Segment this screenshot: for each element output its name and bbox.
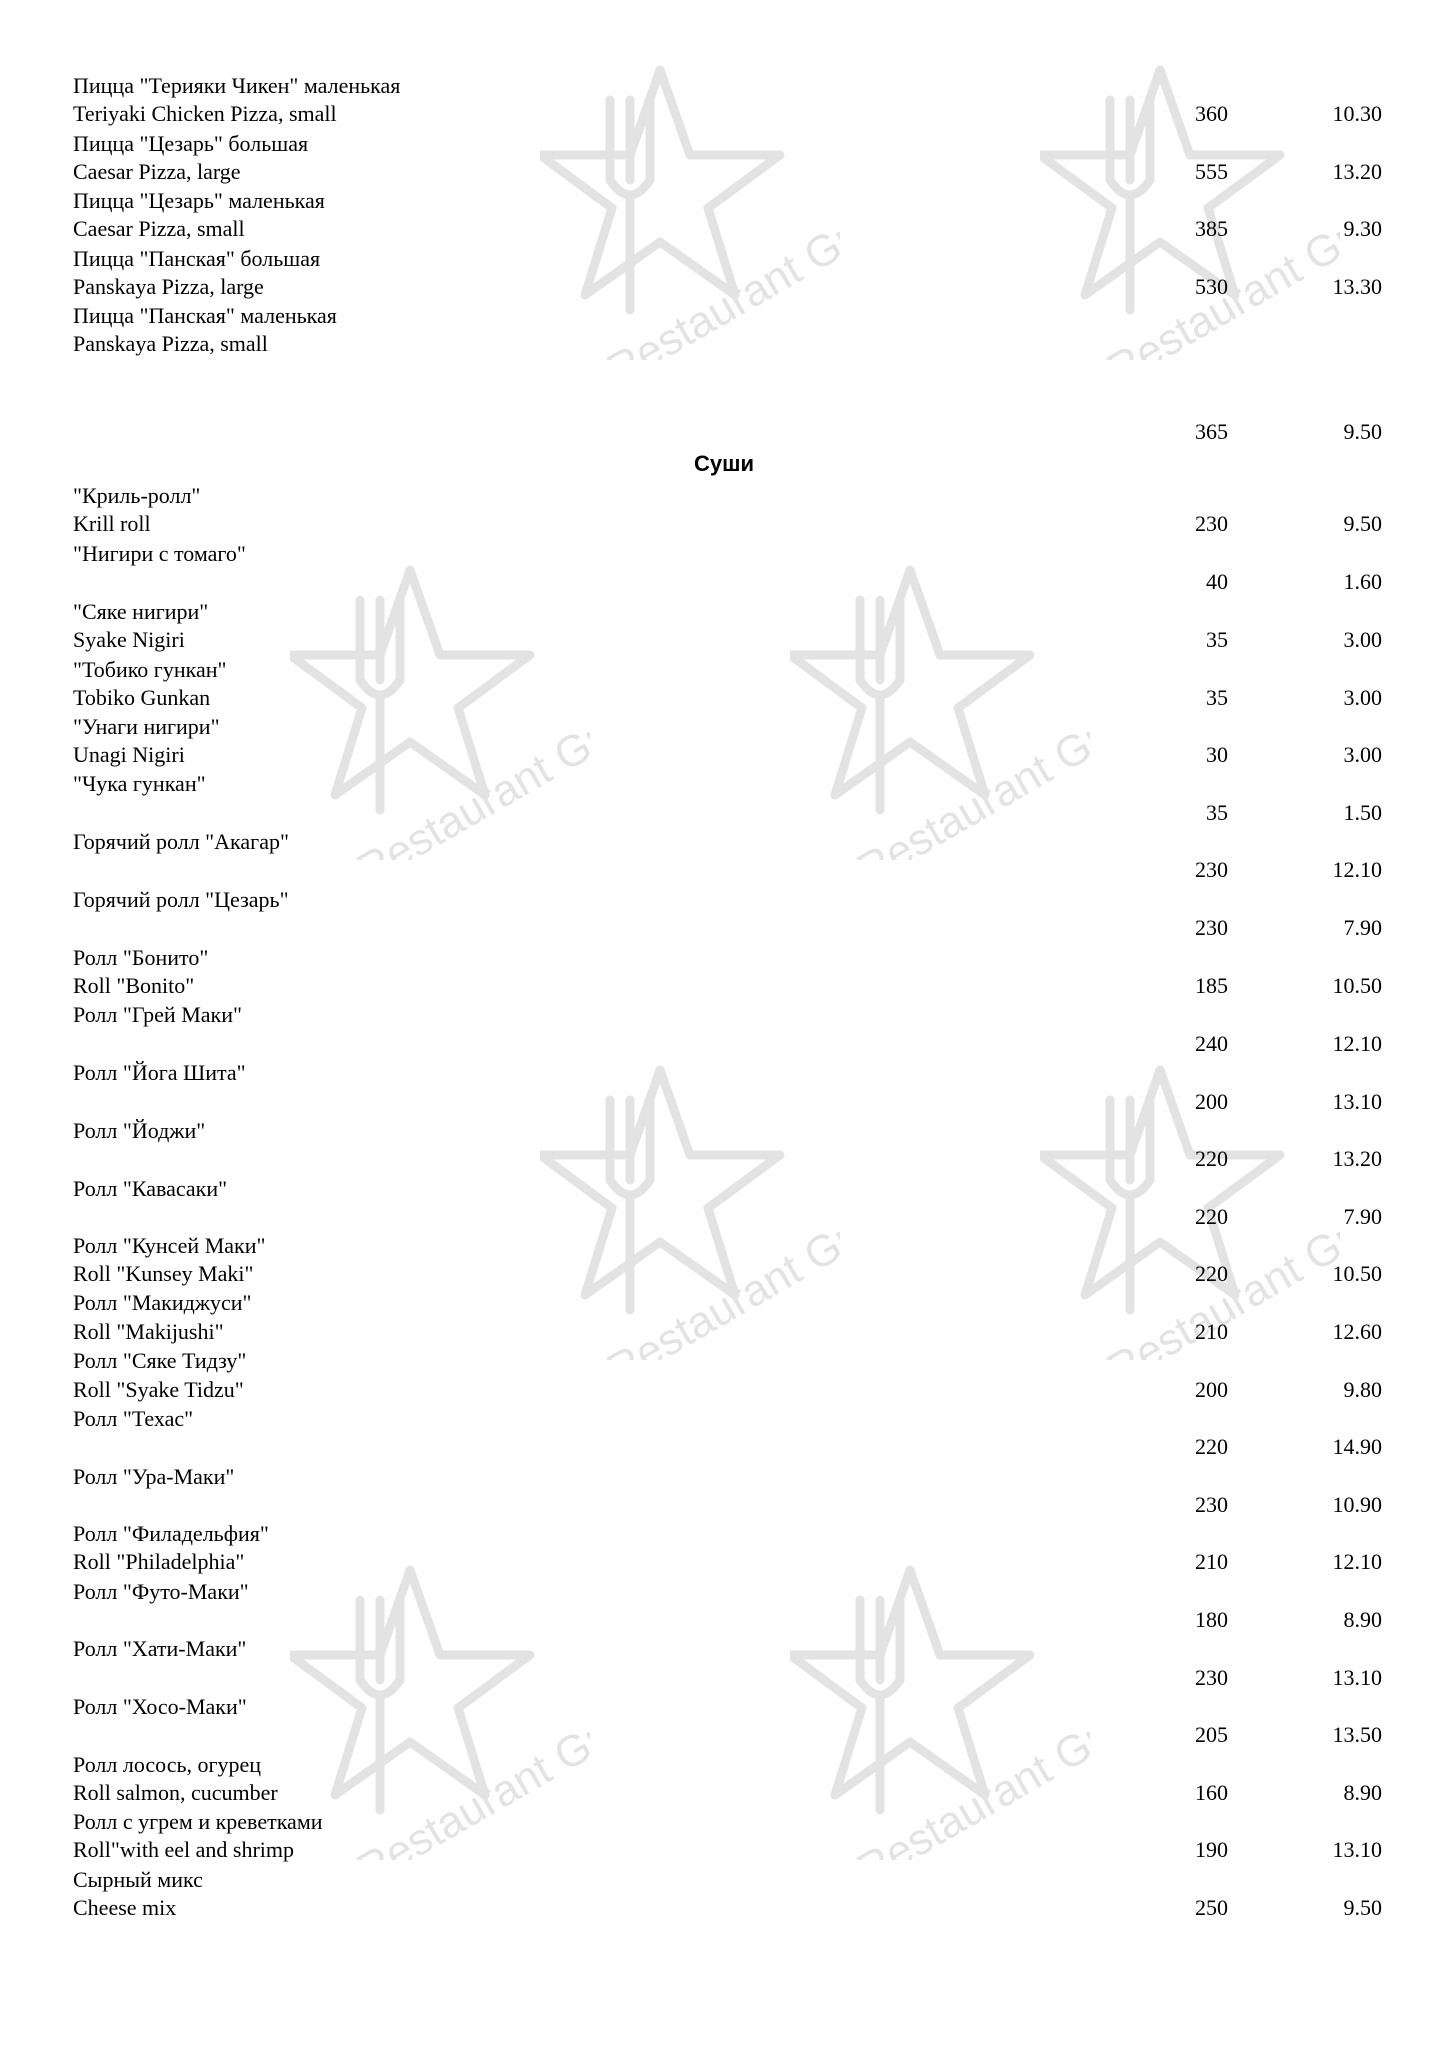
item-weight: 250	[1195, 1895, 1228, 1920]
item-name-ru: Пицца "Панская" маленькая	[73, 303, 337, 328]
item-price: 7.90	[1343, 1204, 1382, 1229]
item-weight: 35	[1206, 627, 1228, 652]
item-name-ru: "Чука гункан"	[73, 771, 206, 796]
watermark-text: Restaurant Guru	[598, 189, 840, 360]
item-name-ru: Пицца "Терияки Чикен" маленькая	[73, 73, 401, 98]
item-name-ru: Ролл "Макиджуси"	[73, 1290, 252, 1315]
watermark-text: Restaurant Guru	[348, 689, 590, 860]
item-price: 1.60	[1343, 569, 1382, 594]
item-price: 3.00	[1343, 627, 1382, 652]
item-price: 7.90	[1343, 915, 1382, 940]
item-name-en: Roll "Makijushi"	[73, 1319, 224, 1344]
item-weight: 220	[1195, 1146, 1228, 1171]
item-weight: 190	[1195, 1837, 1228, 1862]
item-name-ru: Ролл "Йога Шита"	[73, 1060, 246, 1085]
item-weight: 385	[1195, 216, 1228, 241]
item-price: 13.10	[1332, 1089, 1382, 1114]
item-name-ru: "Сяке нигири"	[73, 599, 209, 624]
item-weight: 210	[1195, 1549, 1228, 1574]
item-name-en: Roll "Philadelphia"	[73, 1549, 245, 1574]
item-name-en: Krill roll	[73, 511, 151, 536]
item-name-ru: Ролл "Бонито"	[73, 945, 209, 970]
item-name-ru: "Унаги нигири"	[73, 714, 220, 739]
item-price: 10.90	[1332, 1492, 1382, 1517]
watermark-text: Restaurant Guru	[348, 1689, 590, 1860]
item-weight: 240	[1195, 1031, 1228, 1056]
item-name-ru: Пицца "Цезарь" большая	[73, 131, 309, 156]
item-weight: 365	[1195, 419, 1228, 444]
item-name-ru: Ролл "Йоджи"	[73, 1118, 206, 1143]
item-price: 12.10	[1332, 1549, 1382, 1574]
item-price: 12.60	[1332, 1319, 1382, 1344]
item-name-ru: Ролл с угрем и креветками	[73, 1809, 323, 1834]
item-name-ru: Горячий ролл "Цезарь"	[73, 887, 289, 912]
item-name-en: Caesar Pizza, small	[73, 216, 245, 241]
item-weight: 230	[1195, 915, 1228, 940]
item-name-ru: Сырный микс	[73, 1867, 203, 1892]
item-name-en: Syake Nigiri	[73, 627, 185, 652]
item-price: 1.50	[1343, 800, 1382, 825]
item-name-ru: "Криль-ролл"	[73, 483, 201, 508]
item-name-ru: Ролл "Футо-Маки"	[73, 1579, 249, 1604]
item-name-en: Roll "Kunsey Maki"	[73, 1261, 254, 1286]
item-price: 9.50	[1343, 511, 1382, 536]
item-price: 13.10	[1332, 1837, 1382, 1862]
item-name-en: Tobiko Gunkan	[73, 685, 211, 710]
watermark-text: Restaurant Guru	[848, 689, 1090, 860]
item-weight: 35	[1206, 685, 1228, 710]
item-name-en: Roll salmon, cucumber	[73, 1780, 278, 1805]
item-name-en: Panskaya Pizza, large	[73, 274, 264, 299]
item-name-ru: Ролл "Хосо-Маки"	[73, 1694, 247, 1719]
item-price: 9.50	[1343, 419, 1382, 444]
item-name-ru: Ролл "Ура-Маки"	[73, 1464, 235, 1489]
item-weight: 555	[1195, 159, 1228, 184]
item-price: 10.30	[1332, 101, 1382, 126]
item-price: 8.90	[1343, 1780, 1382, 1805]
item-name-en: Roll"with eel and shrimp	[73, 1837, 295, 1862]
item-weight: 200	[1195, 1377, 1228, 1402]
item-price: 13.50	[1332, 1722, 1382, 1747]
item-name-ru: Ролл лосось, огурец	[73, 1752, 262, 1777]
item-price: 12.10	[1332, 1031, 1382, 1056]
item-price: 13.10	[1332, 1665, 1382, 1690]
item-price: 9.80	[1343, 1377, 1382, 1402]
item-weight: 180	[1195, 1607, 1228, 1632]
watermark-text: Restaurant Guru	[1098, 189, 1340, 360]
item-name-en: Teriyaki Chicken Pizza, small	[73, 101, 337, 126]
item-weight: 220	[1195, 1261, 1228, 1286]
item-name-ru: Горячий ролл "Акагар"	[73, 829, 289, 854]
section-title: Суши	[694, 451, 754, 476]
item-name-ru: Ролл "Грей Маки"	[73, 1002, 242, 1027]
item-weight: 360	[1195, 101, 1228, 126]
item-weight: 230	[1195, 511, 1228, 536]
item-price: 10.50	[1332, 973, 1382, 998]
item-name-ru: Ролл "Кунсей Маки"	[73, 1233, 266, 1258]
item-weight: 40	[1206, 569, 1228, 594]
item-price: 10.50	[1332, 1261, 1382, 1286]
item-name-ru: Ролл "Филадельфия"	[73, 1521, 269, 1546]
item-name-ru: Ролл "Кавасаки"	[73, 1176, 228, 1201]
item-price: 3.00	[1343, 685, 1382, 710]
item-name-en: Unagi Nigiri	[73, 742, 185, 767]
item-name-en: Roll "Syake Tidzu"	[73, 1377, 244, 1402]
item-weight: 530	[1195, 274, 1228, 299]
item-name-en: Cheese mix	[73, 1895, 177, 1920]
item-price: 9.50	[1343, 1895, 1382, 1920]
item-price: 13.20	[1332, 159, 1382, 184]
item-name-en: Panskaya Pizza, small	[73, 331, 268, 356]
item-price: 3.00	[1343, 742, 1382, 767]
item-weight: 205	[1195, 1722, 1228, 1747]
item-name-ru: Ролл "Сяке Тидзу"	[73, 1348, 247, 1373]
item-name-ru: "Тобико гункан"	[73, 657, 227, 682]
item-name-en: Caesar Pizza, large	[73, 159, 241, 184]
item-weight: 185	[1195, 973, 1228, 998]
item-weight: 220	[1195, 1204, 1228, 1229]
item-weight: 230	[1195, 1492, 1228, 1517]
item-weight: 30	[1206, 742, 1228, 767]
item-name-ru: "Нигири с томаго"	[73, 541, 246, 566]
item-name-ru: Пицца "Панская" большая	[73, 246, 321, 271]
item-weight: 200	[1195, 1089, 1228, 1114]
item-price: 13.20	[1332, 1146, 1382, 1171]
item-weight: 220	[1195, 1434, 1228, 1459]
item-name-ru: Пицца "Цезарь" маленькая	[73, 188, 325, 213]
item-price: 8.90	[1343, 1607, 1382, 1632]
item-weight: 35	[1206, 800, 1228, 825]
item-price: 14.90	[1332, 1434, 1382, 1459]
item-price: 13.30	[1332, 274, 1382, 299]
item-name-en: Roll "Bonito"	[73, 973, 195, 998]
watermark-text: Restaurant Guru	[1098, 1189, 1340, 1360]
item-weight: 210	[1195, 1319, 1228, 1344]
item-weight: 160	[1195, 1780, 1228, 1805]
item-weight: 230	[1195, 857, 1228, 882]
watermark-text: Restaurant Guru	[598, 1189, 840, 1360]
item-weight: 230	[1195, 1665, 1228, 1690]
item-name-ru: Ролл "Техас"	[73, 1406, 194, 1431]
watermark-text: Restaurant Guru	[848, 1689, 1090, 1860]
item-name-ru: Ролл "Хати-Маки"	[73, 1636, 247, 1661]
item-price: 9.30	[1343, 216, 1382, 241]
item-price: 12.10	[1332, 857, 1382, 882]
